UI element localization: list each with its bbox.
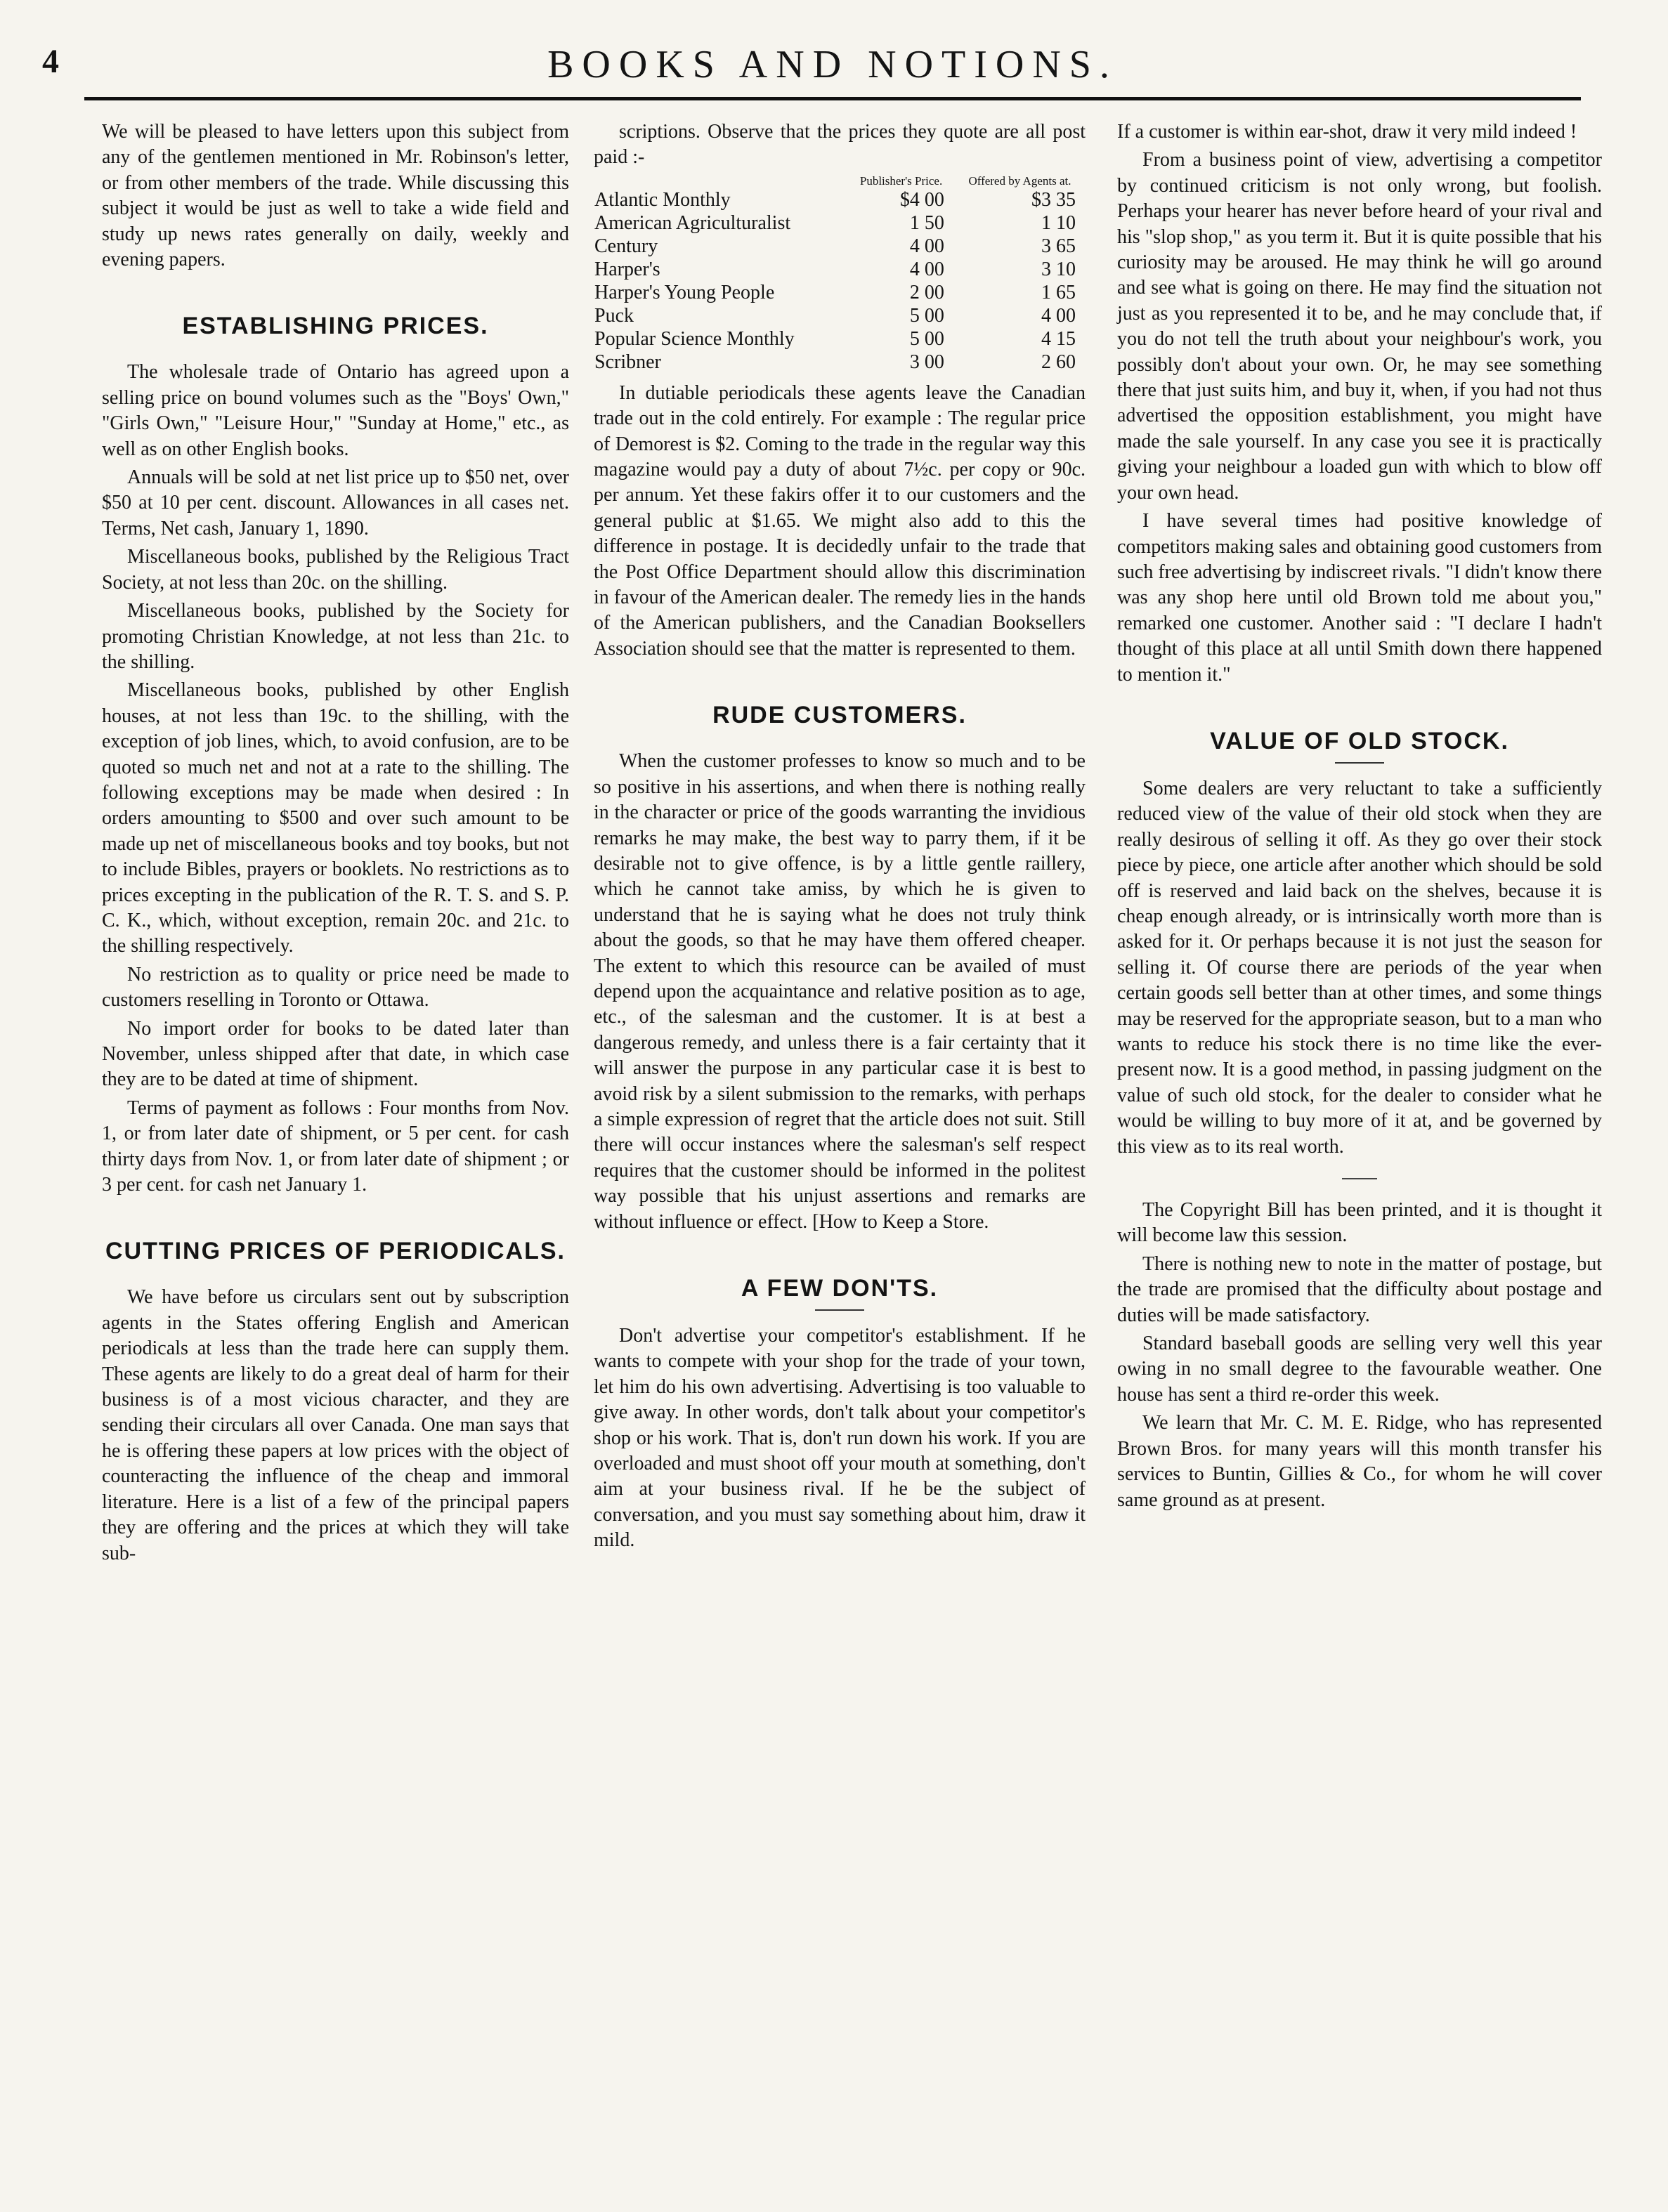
agent-price: 2 60: [1041, 351, 1076, 373]
periodical-price-table: [594, 174, 1086, 374]
periodical-name: Century: [594, 235, 658, 257]
publisher-price: 4 00: [909, 258, 944, 280]
table-row: [594, 304, 1086, 327]
periodical-name: American Agriculturalist: [594, 211, 791, 234]
article-paragraph: In dutiable periodicals these agents leave the Canadian trade out in the cold entirely. For example : The regular price of Demorest is $2. Coming to the trade in the regular way this magazine would pay a duty of about 7½c. per copy or 90c. per annum. Yet these fakirs offer it to our customers and the general public at $1.65. We might also add to this the difference in postage. It is decidedly unfair to the trade that the Post Office Department should allow this discrimination in favour of the American dealer. The remedy lies in the hands of the American publishers, and the Canadian Booksellers Association should see that the matter is represented to them.: [594, 381, 1086, 660]
article-paragraph: When the customer professes to know so much and to be so positive in his assertions, and when there is nothing really in the character or price of the goods warranting the invidious remarks he may make, the best way to parry them, if it be desirable not to give offence, is by a little gentle raillery, which he cannot take amiss, by which he is given to understand that he is saying what he does not truly think about the goods, so that he may have them offered cheaper. The extent to which this resource can be availed of must depend upon the acquaintance and relative position as to age, etc., of the salesman and the customer. It is at best a dangerous remedy, and unless there is a fair certainty that it will answer the purpose in any particular case it is best to avoid risk by a silent submission to the remarks, with perhaps a simple expression of regret that the article does not suit. Still there will occur instances where the salesman's self respect requires that the customer should be informed in the politest way possible that his unjust assertions and remarks are without influence or effect. [How to Keep a Store.: [594, 750, 1086, 1233]
publisher-price: 5 00: [909, 327, 944, 350]
agent-price: 4 00: [1041, 304, 1076, 327]
article-paragraph: There is nothing new to note in the matter of postage, but the trade are promised that the difficulty about postage and duties will be made satisfactory.: [1117, 1252, 1602, 1326]
headline-value-of-old-stock: VALUE OF OLD STOCK.: [1210, 727, 1509, 754]
agent-price: 3 65: [1041, 235, 1076, 257]
table-row: [594, 211, 1086, 235]
table-row: [594, 235, 1086, 258]
masthead: [42, 28, 1623, 91]
publisher-price: 2 00: [909, 281, 944, 303]
header-rule: [84, 97, 1581, 100]
article-paragraph: We have before us circulars sent out by subscription agents in the States offering English and American periodicals at less than the trade here can supply them. These agents are likely to do a great deal of harm for their business is of a most vicious character, and they are sending their circulars all over Canada. One man says that he is offering these papers at low prices with the object of counteracting the influence of the cheap and immoral literature. Here is a list of a few of the principal papers they are offering and the prices at which they will take sub-: [102, 1286, 569, 1564]
section-separator: [1342, 1178, 1377, 1179]
table-row: [594, 258, 1086, 281]
article-paragraph: No restriction as to quality or price need be made to customers reselling in Toronto or Ottawa.: [102, 963, 569, 1012]
headline-rude-customers: RUDE CUSTOMERS.: [712, 702, 967, 729]
table-row: [594, 188, 1086, 211]
article-paragraph: Miscellaneous books, published by the Society for promoting Christian Knowledge, at not less than 21c. to the shilling.: [102, 600, 569, 673]
agent-price: $3 35: [1031, 188, 1076, 211]
article-paragraph: No import order for books to be dated later than November, unless shipped after that date, in which case they are to be dated at time of shipment.: [102, 1017, 569, 1091]
table-row: [594, 281, 1086, 304]
article-paragraph: scriptions. Observe that the prices they quote are all post paid :-: [594, 121, 1086, 169]
publisher-price: 5 00: [909, 304, 944, 327]
article-paragraph: We will be pleased to have letters upon this subject from any of the gentlemen mentioned in Mr. Robinson's letter, or from other members of the trade. While discussing this subject it would be just as well to take a wide field and study up news rates generally on daily, weekly and evening papers.: [102, 121, 569, 271]
headline-a-few-donts: A FEW DON'TS.: [741, 1275, 939, 1302]
publisher-price: 1 50: [909, 211, 944, 234]
column-left: [102, 119, 569, 1569]
headline-underline: [815, 1309, 864, 1311]
article-paragraph: If a customer is within ear-shot, draw it very mild indeed !: [1117, 121, 1577, 143]
column-middle: [594, 119, 1086, 1557]
article-paragraph: From a business point of view, advertising a competitor by continued criticism is not only wrong, but foolish. Perhaps your hearer has never before heard of your rival and his "slop shop," as you term it. But it is quite possible that his curiosity may be aroused. He may think he will go around and see what is going on there. He may find the situation not just as you represented it to be, and he may conclude that, if you do not tell the truth about your neighbour's work, you possibly don't about your own. Or, he may see something there that just suits him, and buy it, when, if you had not thus advertised the opposition establishment, you might have made the sale yourself. In any case you see it is practically giving your neighbour a loaded gun with which to blow off your own head.: [1117, 149, 1602, 504]
agent-price: 4 15: [1041, 327, 1076, 350]
agent-price: 3 10: [1041, 258, 1076, 280]
table-row: [594, 327, 1086, 351]
periodical-name: Popular Science Monthly: [594, 327, 795, 350]
page-number: 4: [42, 43, 59, 80]
table-header-agent-price: Offered by Agents at.: [968, 174, 1071, 188]
periodical-name: Puck: [594, 304, 634, 327]
periodical-name: Scribner: [594, 351, 661, 373]
headline-underline: [1335, 762, 1384, 764]
article-paragraph: We learn that Mr. C. M. E. Ridge, who has represented Brown Bros. for many years will this month transfer his services to Buntin, Gillies & Co., for whom he will cover same ground as at present.: [1117, 1412, 1602, 1511]
article-paragraph: Miscellaneous books, published by the Religious Tract Society, at not less than 20c. on the shilling.: [102, 546, 569, 594]
table-row: [594, 351, 1086, 374]
periodical-name: Atlantic Monthly: [594, 188, 731, 211]
article-paragraph: Standard baseball goods are selling very well this year owing in no small degree to the favourable weather. One house has sent a third re-order this week.: [1117, 1333, 1602, 1406]
periodical-name: Harper's: [594, 258, 660, 280]
article-paragraph: Terms of payment as follows : Four months from Nov. 1, or from later date of shipment, or 5 per cent. for cash thirty days from Nov. 1, or from later date of shipment ; or 3 per cent. for cash net January 1.: [102, 1097, 569, 1196]
column-right: [1117, 119, 1602, 1516]
agent-price: 1 10: [1041, 211, 1076, 234]
headline-establishing-prices: ESTABLISHING PRICES.: [182, 313, 489, 340]
table-header-publisher-price: Publisher's Price.: [859, 174, 943, 188]
publisher-price: 3 00: [909, 351, 944, 373]
article-paragraph: The wholesale trade of Ontario has agreed upon a selling price on bound volumes such as the "Boys' Own," "Girls Own," "Leisure Hour," "Sunday at Home," etc., as well as on other English books.: [102, 361, 569, 460]
article-paragraph: Don't advertise your competitor's establishment. If he wants to compete with your shop for the trade of your town, let him do his own advertising. Advertising is too valuable to give away. In other words, don't talk about your competitor's shop or his work. That is, don't run down his work. If you are overloaded and must shoot off your mouth at something, don't aim at your business rival. If he be the subject of conversation, and you must say something about him, draw it mild.: [594, 1325, 1086, 1552]
article-paragraph: Miscellaneous books, published by other English houses, at not less than 19c. to the shilling, with the exception of job lines, which, to avoid confusion, are to be quoted so much net and not at a rate to the shilling. The following exceptions may be made when desired : In orders amounting to $500 and over such amount to be made up net of miscellaneous books and toy books, but not to include Bibles, prayers or booklets. No restrictions as to prices excepting in the publication of the R. T. S. and S. P. C. K., which, without exception, remain 20c. and 21c. to the shilling respectively.: [102, 679, 569, 957]
agent-price: 1 65: [1041, 281, 1076, 303]
article-paragraph: The Copyright Bill has been printed, and it is thought it will become law this session.: [1117, 1199, 1602, 1247]
publisher-price: 4 00: [909, 235, 944, 257]
headline-cutting-prices: CUTTING PRICES OF PERIODICALS.: [105, 1238, 566, 1265]
article-paragraph: Annuals will be sold at net list price up to $50 net, over $50 at 10 per cent. discount. Allowances in all cases net. Terms, Net cash, January 1, 1890.: [102, 466, 569, 539]
article-paragraph: I have several times had positive knowledge of competitors making sales and obtaining good customers from such free advertising by indiscreet rivals. "I didn't know there was any shop here until old Brown told me about you," remarked one customer. Another said : "I declare I hadn't thought of this place at all until Smith down there happened to mention it.": [1117, 510, 1602, 686]
publisher-price: $4 00: [899, 188, 944, 211]
journal-title: BOOKS AND NOTIONS.: [547, 43, 1118, 86]
periodical-name: Harper's Young People: [594, 281, 775, 303]
article-paragraph: Some dealers are very reluctant to take a sufficiently reduced view of the value of their old stock when they are really desirous of selling it off. As they go over their stock piece by piece, one article after another which should be sold off is reserved and laid back on the shelves, because it is cheap enough already, or is intrinsically worth more than is asked for it. Or perhaps because it is not just the season for selling it. Of course there are periods of the year when certain goods sell better than at other times, and some things may be reserved for the appropriate season, but to a man who wants to reduce his stock there is no time like the ever-present now. It is a good method, in passing judgment on the value of such old stock, for the dealer to consider what he would be willing to buy more of it at, and be governed by this view as to its real worth.: [1117, 777, 1602, 1158]
